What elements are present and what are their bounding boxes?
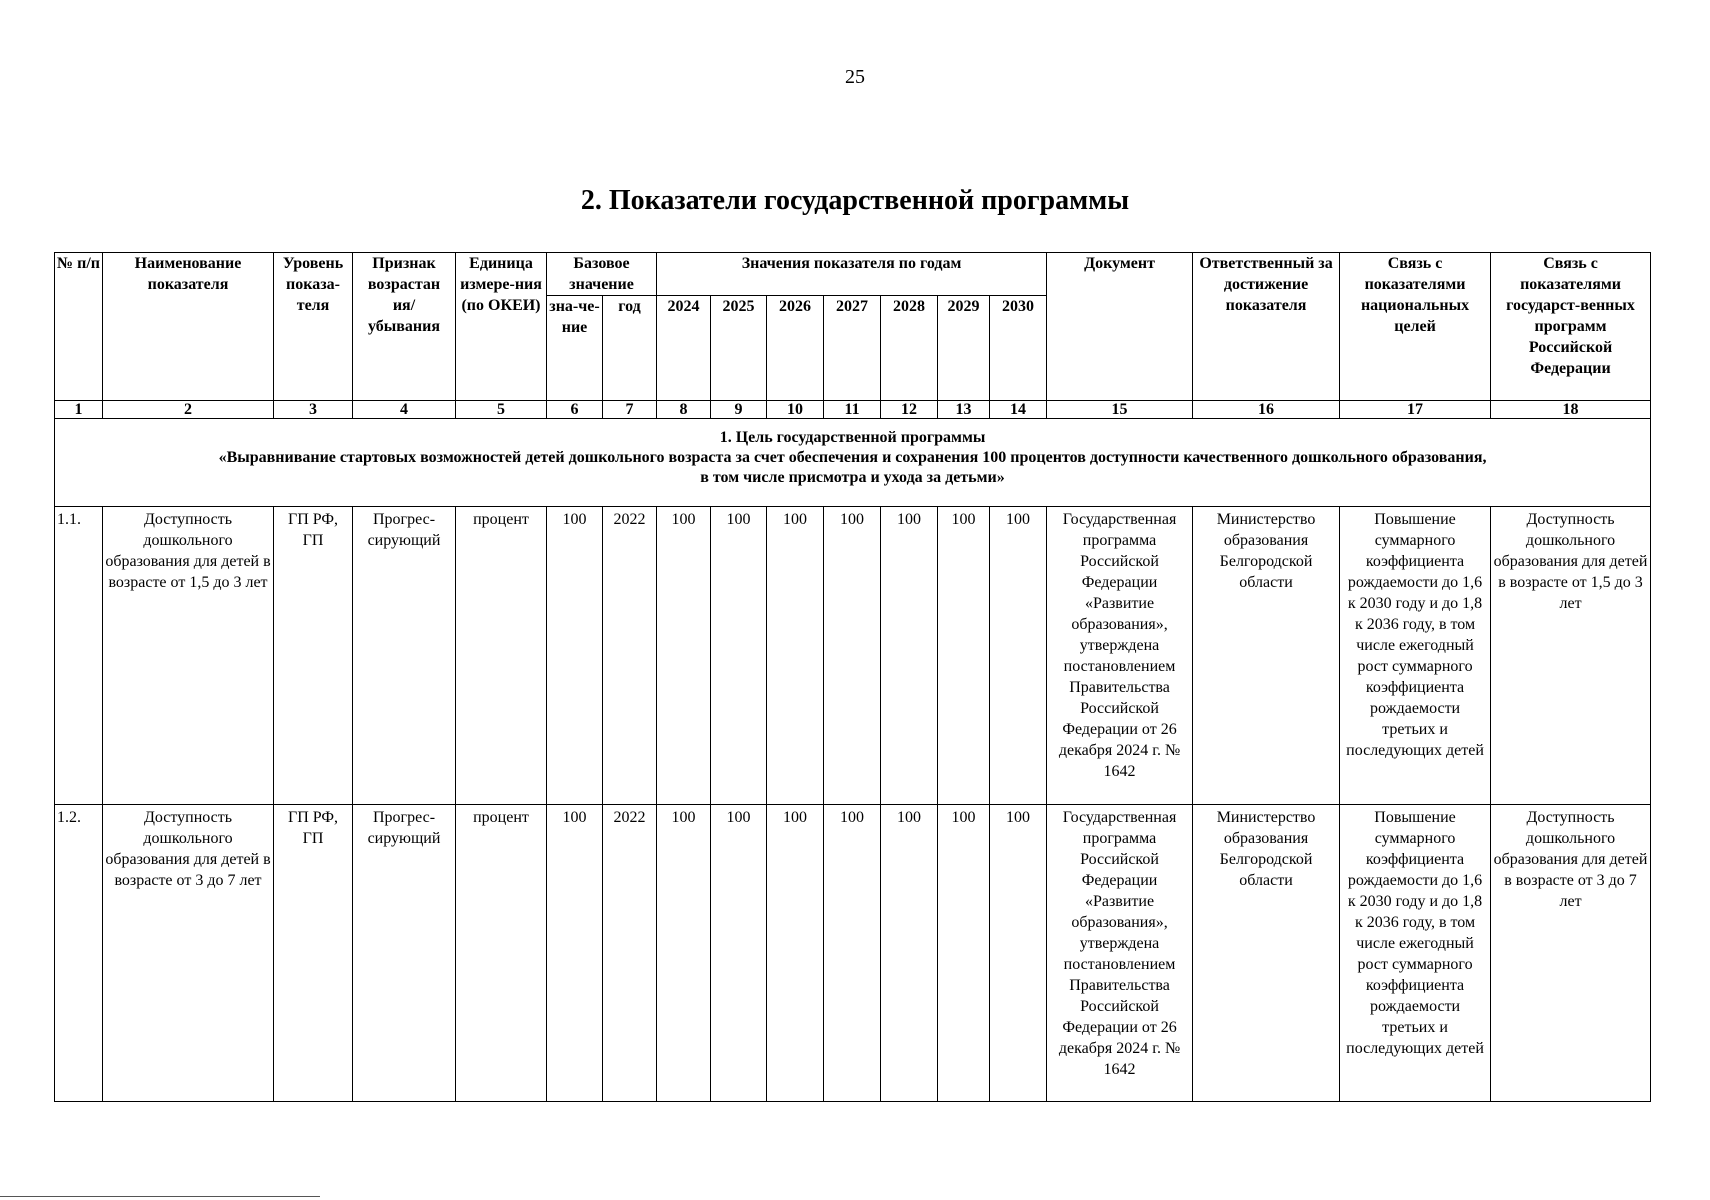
year-value: 100	[767, 507, 824, 805]
header-year: 2030	[990, 296, 1047, 401]
column-number: 4	[353, 401, 456, 419]
year-value: 100	[657, 507, 711, 805]
column-number: 18	[1491, 401, 1651, 419]
base-year: 2022	[603, 507, 657, 805]
header-years-group: Значения показателя по годам	[657, 253, 1047, 296]
header-base-value: зна-че-ние	[547, 296, 603, 401]
header-year: 2027	[824, 296, 881, 401]
column-number: 12	[881, 401, 938, 419]
national-goals-cell: Повышение суммарного коэффициента рождаемости до 1,6 к 2030 году и до 1,8 к 2036 году, в том числе ежегодный рост суммарного коэффициента рождаемости третьих и последующих детей	[1340, 805, 1491, 1102]
year-value: 100	[938, 507, 990, 805]
header-base-year: год	[603, 296, 657, 401]
document-cell: Государственная программа Российской Федерации «Развитие образования», утверждена постановлением Правительства Российской Федерации от 26 декабря 2024 г. № 1642	[1047, 805, 1193, 1102]
column-number: 16	[1193, 401, 1340, 419]
header-year: 2024	[657, 296, 711, 401]
header-year: 2026	[767, 296, 824, 401]
year-value: 100	[824, 805, 881, 1102]
indicator-sign: Прогрес-сирующий	[353, 507, 456, 805]
goal-title: 1. Цель государственной программы	[719, 429, 986, 446]
column-number: 17	[1340, 401, 1491, 419]
goal-row	[55, 419, 1651, 507]
indicator-level: ГП РФ, ГП	[274, 507, 353, 805]
column-number: 1	[55, 401, 103, 419]
indicator-unit: процент	[456, 507, 547, 805]
row-number: 1.1.	[55, 507, 103, 805]
state-programs-cell: Доступность дошкольного образования для детей в возрасте от 3 до 7 лет	[1491, 805, 1651, 1102]
column-number: 10	[767, 401, 824, 419]
indicator-sign: Прогрес-сирующий	[353, 805, 456, 1102]
goal-text-line: «Выравнивание стартовых возможностей детей дошкольного возраста за счет обеспечения и сохранения 100 процентов доступности качественного дошкольного образования,	[218, 449, 1487, 466]
year-value: 100	[657, 805, 711, 1102]
column-number: 11	[824, 401, 881, 419]
column-number: 7	[603, 401, 657, 419]
column-number: 14	[990, 401, 1047, 419]
column-number: 2	[103, 401, 274, 419]
section-heading: 2. Показатели государственной программы	[580, 185, 1130, 216]
header-year: 2025	[711, 296, 767, 401]
column-number: 8	[657, 401, 711, 419]
header-national-goals: Связь с показателями национальных целей	[1340, 253, 1491, 401]
header-year: 2029	[938, 296, 990, 401]
header-base: Базовое значение	[547, 253, 657, 296]
base-value: 100	[547, 507, 603, 805]
year-value: 100	[824, 507, 881, 805]
year-value: 100	[711, 805, 767, 1102]
national-goals-cell: Повышение суммарного коэффициента рождаемости до 1,6 к 2030 году и до 1,8 к 2036 году, в том числе ежегодный рост суммарного коэффициента рождаемости третьих и последующих детей	[1340, 507, 1491, 805]
base-year: 2022	[603, 805, 657, 1102]
document-cell: Государственная программа Российской Федерации «Развитие образования», утверждена постановлением Правительства Российской Федерации от 26 декабря 2024 г. № 1642	[1047, 507, 1193, 805]
indicator-name: Доступность дошкольного образования для детей в возрасте от 1,5 до 3 лет	[103, 507, 274, 805]
header-sign: Признак возрастан ия/ убывания	[353, 253, 456, 401]
goal-cell	[55, 419, 1651, 507]
header-unit: Единица измере-ния (по ОКЕИ)	[456, 253, 547, 401]
header-state-programs: Связь с показателями государст-венных программ Российской Федерации	[1491, 253, 1651, 401]
scan-artifact-line	[0, 1196, 320, 1197]
table-row	[55, 805, 1651, 1102]
indicator-unit: процент	[456, 805, 547, 1102]
year-value: 100	[881, 805, 938, 1102]
header-document: Документ	[1047, 253, 1193, 401]
column-number: 6	[547, 401, 603, 419]
responsible-cell: Министерство образования Белгородской области	[1193, 805, 1340, 1102]
year-value: 100	[938, 805, 990, 1102]
column-number: 5	[456, 401, 547, 419]
header-name: Наименование показателя	[103, 253, 274, 401]
year-value: 100	[881, 507, 938, 805]
header-responsible: Ответственный за достижение показателя	[1193, 253, 1340, 401]
column-number: 15	[1047, 401, 1193, 419]
indicators-table	[54, 252, 1651, 1102]
goal-text-line: в том числе присмотра и ухода за детьми»	[700, 469, 1005, 486]
year-value: 100	[767, 805, 824, 1102]
column-number-row	[55, 401, 1651, 419]
year-value: 100	[711, 507, 767, 805]
responsible-cell: Министерство образования Белгородской области	[1193, 507, 1340, 805]
header-year: 2028	[881, 296, 938, 401]
row-number: 1.2.	[55, 805, 103, 1102]
state-programs-cell: Доступность дошкольного образования для детей в возрасте от 1,5 до 3 лет	[1491, 507, 1651, 805]
indicator-name: Доступность дошкольного образования для детей в возрасте от 3 до 7 лет	[103, 805, 274, 1102]
header-level: Уровень показа-теля	[274, 253, 353, 401]
column-number: 3	[274, 401, 353, 419]
year-value: 100	[990, 507, 1047, 805]
indicator-level: ГП РФ, ГП	[274, 805, 353, 1102]
base-value: 100	[547, 805, 603, 1102]
table-row	[55, 507, 1651, 805]
page-number: 25	[845, 66, 865, 88]
column-number: 13	[938, 401, 990, 419]
header-row-top	[55, 253, 1651, 296]
header-num: № п/п	[55, 253, 103, 401]
year-value: 100	[990, 805, 1047, 1102]
column-number: 9	[711, 401, 767, 419]
